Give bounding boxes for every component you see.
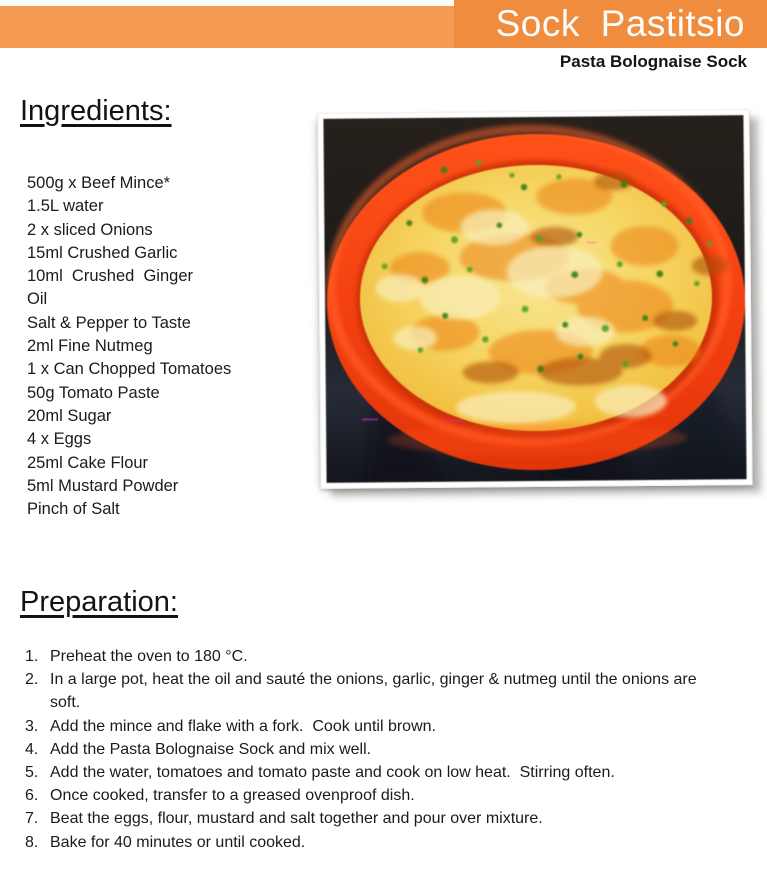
ingredient-item: 1.5L water (27, 197, 104, 216)
preparation-step (25, 831, 731, 854)
ingredient-item: Pinch of Salt (27, 500, 120, 519)
preparation-step (25, 784, 731, 807)
step-number: 3. (25, 717, 39, 735)
ingredient-item: 20ml Sugar (27, 406, 112, 425)
ingredient-item: 10ml Crushed Ginger (27, 267, 193, 286)
step-number: 4. (25, 740, 39, 758)
title-box (454, 0, 767, 48)
step-text: Beat the eggs, flour, mustard and salt together and pour over mixture. (50, 810, 543, 828)
ingredient-item: 25ml Cake Flour (27, 453, 149, 472)
step-text: Once cooked, transfer to a greased ovenproof dish. (50, 787, 415, 805)
ingredient-item: 1 x Can Chopped Tomatoes (27, 360, 232, 379)
step-number: 5. (25, 764, 39, 782)
preparation-heading: Preparation: (20, 586, 178, 618)
ingredient-item: 5ml Mustard Powder (27, 476, 179, 495)
dish-photo (317, 109, 752, 489)
ingredients-heading: Ingredients: (20, 95, 172, 127)
step-number: 8. (25, 833, 39, 851)
ingredient-item: 2 x sliced Onions (27, 220, 153, 239)
ingredient-item: Salt & Pepper to Taste (27, 313, 191, 332)
pastitsio-photo-illustration (323, 115, 746, 483)
page-subtitle: Pasta Bolognaise Sock (559, 52, 747, 71)
step-text: Add the mince and flake with a fork. Cook until brown. (50, 717, 436, 735)
ingredient-item: 50g Tomato Paste (27, 383, 160, 402)
ingredient-item: 4 x Eggs (27, 430, 92, 449)
preparation-step (25, 645, 731, 668)
ingredient-item: 500g x Beef Mince* (27, 174, 171, 192)
preparation-step (25, 807, 731, 830)
preparation-step (25, 715, 731, 738)
step-text: Preheat the oven to 180 °C. (50, 648, 248, 665)
step-text: In a large pot, heat the oil and sauté the onions, garlic, ginger & nutmeg until the onions are soft. (50, 671, 702, 712)
ingredients-list (27, 172, 317, 521)
ingredient-item: 2ml Fine Nutmeg (27, 337, 153, 356)
preparation-step (25, 761, 731, 784)
preparation-step (25, 668, 731, 714)
step-text: Add the water, tomatoes and tomato paste and cook on low heat. Stirring often. (50, 764, 615, 782)
step-text: Add the Pasta Bolognaise Sock and mix well. (50, 740, 372, 758)
ingredient-item: 15ml Crushed Garlic (27, 243, 178, 262)
step-number: 6. (25, 787, 39, 805)
step-number: 2. (25, 671, 39, 689)
preparation-steps (25, 645, 731, 854)
ingredient-item: Oil (27, 290, 48, 309)
step-text: Bake for 40 minutes or until cooked. (50, 833, 306, 851)
preparation-step (25, 738, 731, 761)
step-number: 7. (25, 810, 39, 828)
step-number: 1. (25, 648, 39, 665)
page-title: Sock Pastitsio (495, 3, 745, 44)
